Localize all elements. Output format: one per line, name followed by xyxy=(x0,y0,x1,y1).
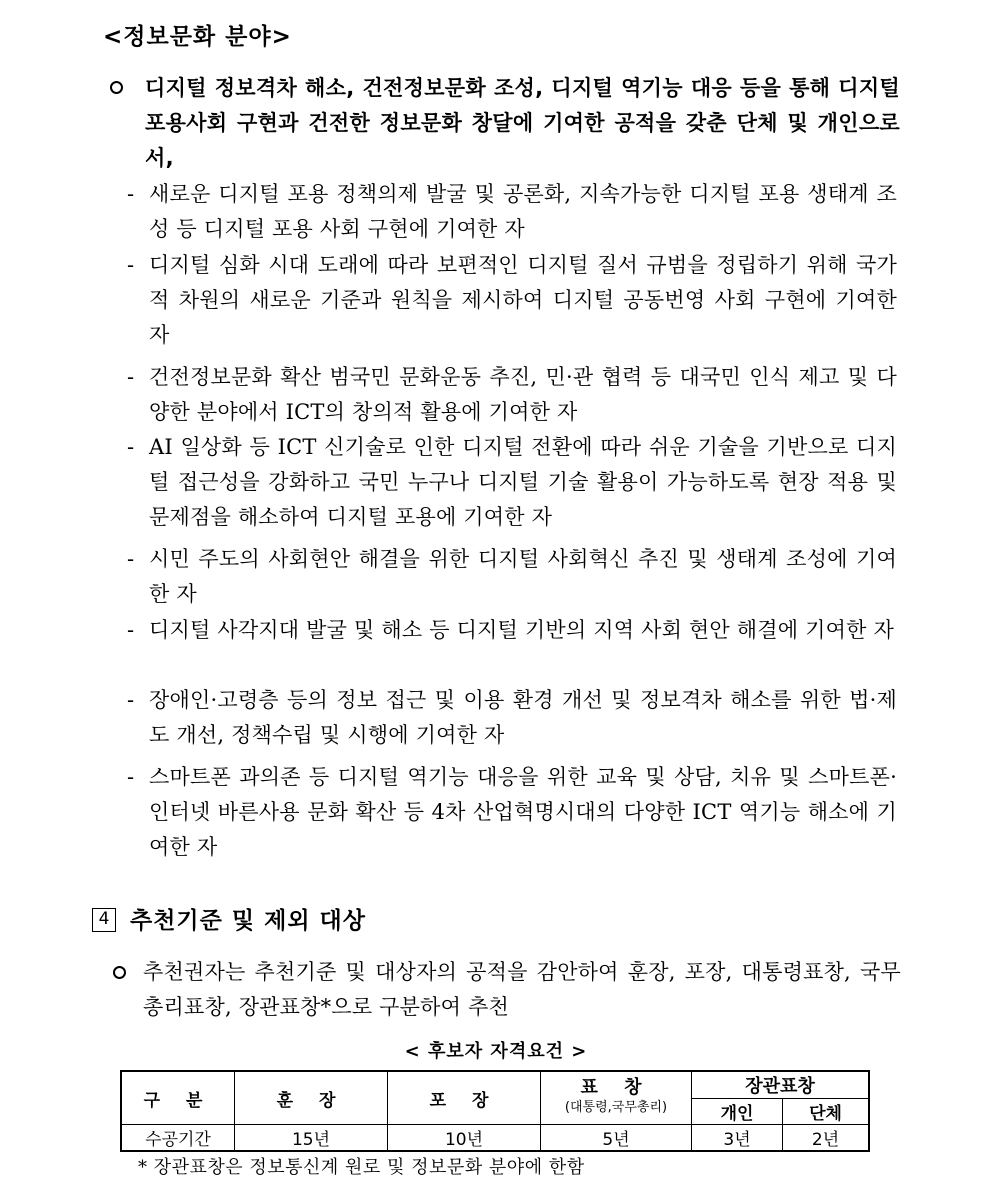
dash-marker: - xyxy=(127,765,135,789)
cell-individual: 3년 xyxy=(692,1125,783,1152)
cell-group: 2년 xyxy=(783,1125,870,1152)
section-title: <정보문화 분야> xyxy=(103,24,292,50)
table-row xyxy=(121,1125,869,1152)
dash-marker: - xyxy=(127,253,135,277)
dash-marker: - xyxy=(127,688,135,712)
qualification-table xyxy=(120,1070,870,1152)
header-commendation xyxy=(541,1071,692,1125)
bullet-item-2: 디지털 심화 시대 도래에 따라 보편적인 디지털 질서 규범을 정립하기 위해 국가적 차원의 새로운 기준과 원칙을 제시하여 디지털 공동번영 사회 구현에 기여한 자 xyxy=(149,253,897,347)
cell-badge: 10년 xyxy=(388,1125,541,1152)
cell-medal: 15년 xyxy=(235,1125,388,1152)
circle-bullet-icon xyxy=(110,81,123,94)
lead-paragraph: 디지털 정보격차 해소, 건전정보문화 조성, 디지털 역기능 대응 등을 통해 디지털 포용사회 구현과 건전한 정보문화 창달에 기여한 공적을 갖춘 단체 및 개인으로서, xyxy=(145,76,900,170)
header-medal: 훈 장 xyxy=(235,1071,388,1125)
bullet-item-8: 스마트폰 과의존 등 디지털 역기능 대응을 위한 교육 및 상담, 치유 및 스마트폰·인터넷 바른사용 문화 확산 등 4차 산업혁명시대의 다양한 ICT 역기능 해소에 기여한 자 xyxy=(149,765,897,859)
table-footnote: * 장관표창은 정보통신계 원로 및 정보문화 분야에 한함 xyxy=(138,1157,585,1178)
bullet-item-4: AI 일상화 등 ICT 신기술로 인한 디지털 전환에 따라 쉬운 기술을 기반으로 디지털 접근성을 강화하고 국민 누구나 디지털 기술 활용이 가능하도록 현장 적용 및 문제점을 해소하여 디지털 포용에 기여한 자 xyxy=(149,435,897,529)
bullet-item-1: 새로운 디지털 포용 정책의제 발굴 및 공론화, 지속가능한 디지털 포용 생태계 조성 등 디지털 포용 사회 구현에 기여한 자 xyxy=(149,182,897,241)
bullet-item-7: 장애인·고령층 등의 정보 접근 및 이용 환경 개선 및 정보격차 해소를 위한 법·제도 개선, 정책수립 및 시행에 기여한 자 xyxy=(149,688,897,747)
header-commendation-label: 표 창 xyxy=(580,1077,652,1098)
header-commendation-sub: (대통령,국무총리) xyxy=(564,1100,668,1115)
dash-marker: - xyxy=(127,435,135,459)
header-group: 단체 xyxy=(783,1099,870,1125)
cell-commendation: 5년 xyxy=(541,1125,692,1152)
section-number-box: 4 xyxy=(92,908,116,932)
header-individual: 개인 xyxy=(692,1099,783,1125)
header-category: 구 분 xyxy=(121,1071,235,1125)
bullet-item-3: 건전정보문화 확산 범국민 문화운동 추진, 민·관 협력 등 대국민 인식 제고 및 다양한 분야에서 ICT의 창의적 활용에 기여한 자 xyxy=(149,365,897,424)
bullet-item-5: 시민 주도의 사회현안 해결을 위한 디지털 사회혁신 추진 및 생태계 조성에 기여한 자 xyxy=(149,547,897,606)
bullet-item-6: 디지털 사각지대 발굴 및 해소 등 디지털 기반의 지역 사회 현안 해결에 기여한 자 xyxy=(149,618,894,642)
circle-bullet-icon xyxy=(113,966,126,979)
dash-marker: - xyxy=(127,182,135,206)
dash-marker: - xyxy=(127,547,135,571)
header-badge: 포 장 xyxy=(388,1071,541,1125)
dash-marker: - xyxy=(127,618,135,642)
header-minister: 장관표창 xyxy=(692,1071,870,1099)
section-heading: 추천기준 및 제외 대상 xyxy=(130,908,366,934)
row-label: 수공기간 xyxy=(121,1125,235,1152)
dash-marker: - xyxy=(127,365,135,389)
table-caption: < 후보자 자격요건 > xyxy=(404,1041,588,1062)
recommendation-paragraph: 추천권자는 추천기준 및 대상자의 공적을 감안하여 훈장, 포장, 대통령표창, 국무총리표창, 장관표창*으로 구분하여 추천 xyxy=(143,960,901,1019)
